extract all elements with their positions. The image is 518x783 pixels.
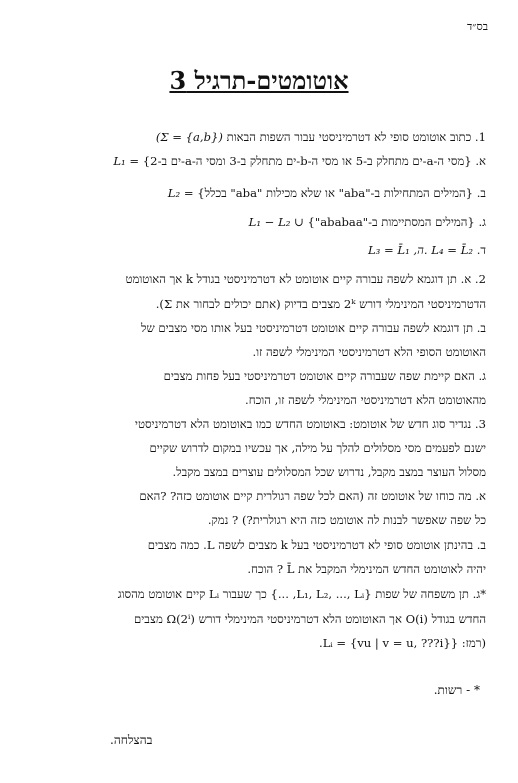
q1-d-text: ד. xyxy=(473,243,486,257)
q2-b-line1: ב. תן דוגמא לשפה עבורה קיים אוטומט דטרמיניסטי בעל אותו מסי מצבים של xyxy=(141,321,486,335)
q3-b-line1: ב. בהינתן אוטומט סופי לא דטרמיניסטי בעל k מצבים לשפה L. כמה מצבים xyxy=(147,538,486,552)
q1-item-a xyxy=(40,154,486,169)
q1-item-d xyxy=(40,243,486,258)
q3-line2: ישנם לפעמים מסי מסלולים להלך על מילה, אך עכשיו במקום לדרוש שקיים xyxy=(149,441,486,455)
optional-footnote: * - רשות. xyxy=(433,683,480,697)
page-title: אוטומטים-תרגיל 3 xyxy=(169,66,349,95)
q1-b-text: ב. {המילים המתחילות ב-"aba" או שלא מכילות "aba" בכלל} xyxy=(197,186,486,200)
q1-c-math: L₁ − L₂ ∪ xyxy=(248,215,304,229)
q2-a-line1: 2. א. תן דוגמא לשפה עבורה קיים אוטומט לא דטרמיניסטי בגודל k אך האוטומט xyxy=(125,272,486,286)
q3-c-line2: החדש בגודל O(i) אך האוטומט הלא דטרמיניסטי המינימלי דורש Ω(2ⁱ) מצבים xyxy=(134,612,486,626)
q3-a-line2: כל שפה שאפשר לבנות לה אוטומט כזה היא רגולרית?) ? נמק. xyxy=(207,513,486,527)
q3-line3: מסלול העוצר במצב מקבל, נדרוש שכל המסלולים עוצרים במצב מקבל. xyxy=(172,465,486,479)
q1-item-b xyxy=(40,186,486,201)
q1-item-c xyxy=(40,215,486,230)
closing-note: בהצלחה. xyxy=(110,733,153,747)
q2-a-line2: הדטרמיניסטי המינימלי דורש 2ᵏ מצבים בדיוק (אתם יכולים לבחור את Σ). xyxy=(155,297,486,311)
q3-b-line2: יהיה לאוטומט החדש המינימלי המקבל את L̄ ? הוכח. xyxy=(247,562,486,576)
q1-intro-text: 1. כתוב אוטומט סופי לא דטרמיניסטי עבור השפות הבאות xyxy=(226,130,486,144)
q1-b-math: L₂ = xyxy=(167,186,194,200)
q1-intro-math: (Σ = {a,b}) xyxy=(155,130,223,144)
q3-line1: 3. נגדיר סוג חדש של אוטומט: באוטומט החדש כמו באוטומט הלא דטרמיניסטי xyxy=(134,417,486,431)
q1-d-math: L₃ = L̄₁ ,ה. L₄ = L̄₂ xyxy=(367,243,474,257)
q3-c-line1: *ג. תן משפחה של שפות {L₁, L₂, ..., Lᵢ, ...} כך שעבור Lᵢ קיים אוטומט מהסוג xyxy=(117,587,486,601)
q1-intro xyxy=(40,130,486,145)
header-tag: בס״ד xyxy=(466,20,488,33)
q2-c-line2: מהאוטומט הלא דטרמיניסטי המינימלי לשפה זו, הוכח. xyxy=(245,393,486,407)
q1-c-text: ג. {המילים המסתיימות ב-"ababaa"} xyxy=(307,215,486,229)
q3-a-line1: א. מה כוחו של אוטומט זה (האם לכל שפה רגולרית קיים אוטומט כזה? ?האם xyxy=(139,489,486,503)
q2-b-line2: האוטומט הסופי הלא דטרמיניסטי המינימלי לשפה זו. xyxy=(252,345,486,359)
q1-a-text: א. {מסי ה-a-ים מתחלק ב-5 או מסי ה-b-ים מתחלק ב-3 ומסי ה-a-ים ב-2} xyxy=(142,154,486,168)
q1-a-math: L₁ = xyxy=(113,154,140,168)
q2-c-line1: ג. האם קיימת שפה שעבורה קיים אוטומט דטרמיניסטי בעל פחות מצבים xyxy=(163,369,486,383)
q3-c-hint: (רמז: {Lᵢ = {vu | v = u, ???i}. xyxy=(319,636,486,650)
